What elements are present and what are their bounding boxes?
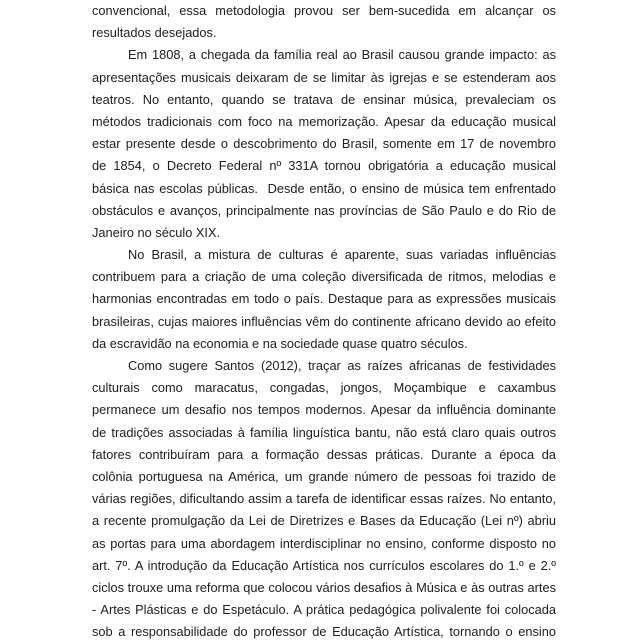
text-line: culturais como maracatus, congadas, jongos, Moçambique e caxambus	[92, 380, 556, 396]
text-line: resultados desejados.	[92, 25, 217, 41]
text-line: sob a responsabilidade do professor de Educação Artística, tornando o ensino	[92, 624, 556, 640]
text-line: da escravidão na economia e na sociedade quase quatro séculos.	[92, 335, 468, 351]
text-line: apresentações musicais deixaram de se limitar às igrejas e se estenderam aos	[92, 69, 556, 85]
text-line: estar presente desde o descobrimento do Brasil, somente em 17 de novembro	[92, 136, 556, 152]
text-line: No Brasil, a mistura de culturas é aparente, suas variadas influências	[128, 247, 556, 263]
text-line: - Artes Plásticas e do Espetáculo. A prática pedagógica polivalente foi colocada	[92, 602, 556, 618]
text-line: ciclos trouxe uma reforma que colocou vários desafios à Música e às outras artes	[92, 579, 556, 595]
paragraph	[92, 244, 556, 355]
text-line: obstáculos e avanços, principalmente nas províncias de São Paulo e do Rio de	[92, 202, 556, 218]
text-line: convencional, essa metodologia provou ser bem-sucedida em alcançar os	[92, 3, 556, 18]
text-line: brasileiras, cujas maiores influências vêm do continente africano devido ao efeito	[92, 313, 556, 329]
paragraph	[92, 44, 556, 244]
text-line: Em 1808, a chegada da família real ao Brasil causou grande impacto: as	[128, 47, 556, 63]
text-line: de tradições associadas à família linguística bantu, não está claro quais outros	[92, 424, 556, 440]
text-line: harmonias encontradas em todo o país. Destaque para as expressões musicais	[92, 291, 556, 307]
text-line: colônia portuguesa na América, um grande número de pessoas foi trazido de	[92, 468, 556, 484]
text-line: contribuem para a criação de uma coleção diversificada de ritmos, melodias e	[92, 269, 556, 285]
text-line: a recente promulgação da Lei de Diretrizes e Bases da Educação (Lei nº) abriu	[92, 513, 556, 529]
text-line: Como sugere Santos (2012), traçar as raízes africanas de festividades	[128, 358, 556, 373]
text-line: as portas para uma abordagem interdisciplinar no ensino, conforme disposto no	[92, 535, 556, 551]
text-line: teatros. No entanto, quando se tratava de ensinar música, prevaleciam os	[92, 91, 556, 107]
text-line: básica nas escolas públicas. Desde então, o ensino de música tem enfrentado	[92, 180, 556, 196]
paragraph	[92, 355, 556, 640]
text-line: Janeiro no século XIX.	[92, 224, 221, 240]
text-line: de 1854, o Decreto Federal nº 331A tornou obrigatória a educação musical	[92, 158, 556, 174]
text-line: métodos tradicionais com foco na memorização. Apesar da educação musical	[92, 113, 556, 129]
text-line: art. 7º. A introdução da Educação Artística nos currículos escolares do 1.º e 2.º	[92, 557, 556, 573]
text-line: várias regiões, dificultando assim a tarefa de identificar essas raízes. No entanto,	[92, 491, 556, 507]
paragraph	[92, 0, 556, 44]
document-text-block	[92, 0, 556, 640]
text-line: permanece um desafio nos tempos modernos. Apesar da influência dominante	[92, 402, 556, 418]
text-line: fatores contribuíram para a formação dessas práticas. Durante a época da	[92, 446, 556, 462]
